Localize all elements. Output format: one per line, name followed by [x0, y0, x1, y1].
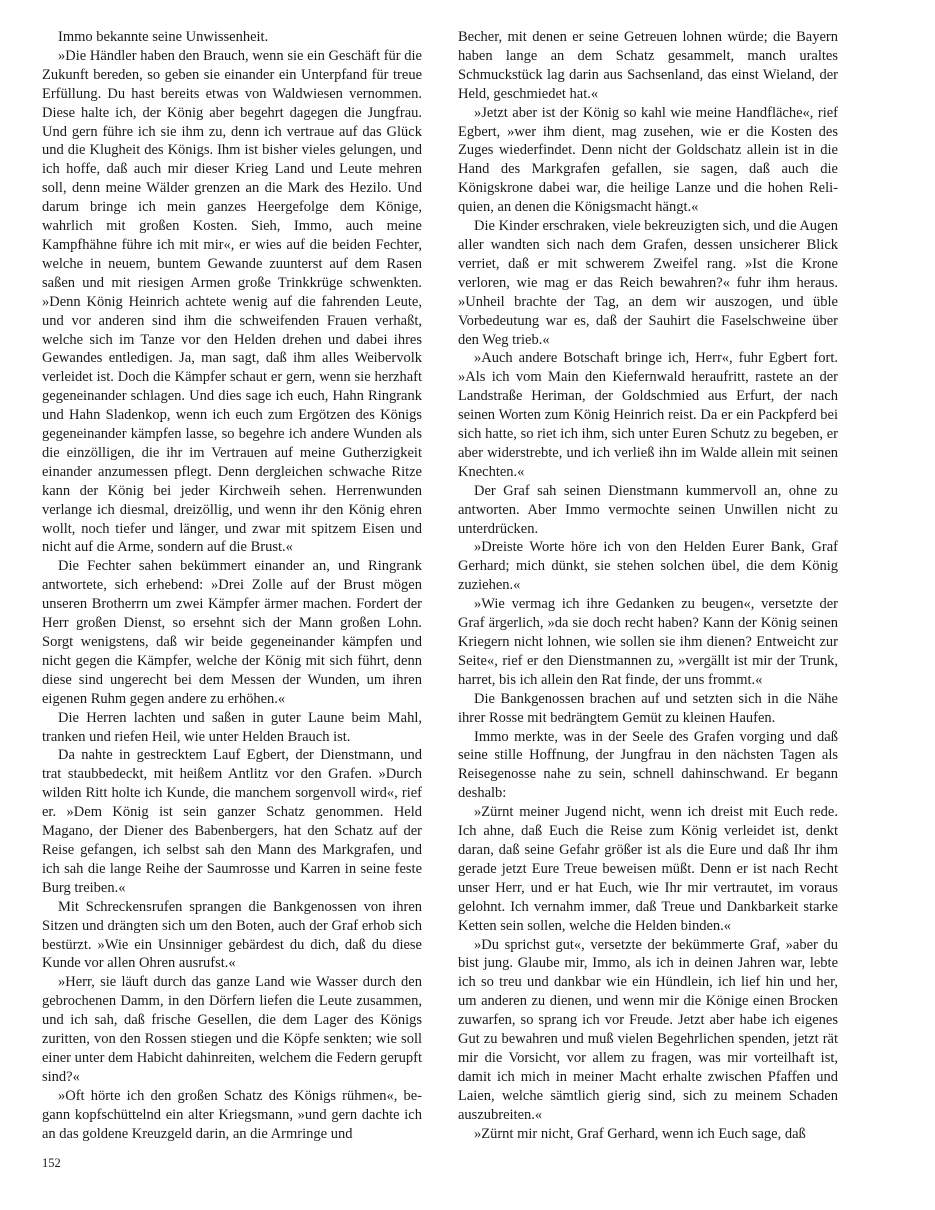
- paragraph: »Du sprichst gut«, versetzte der bekümmerte Graf, »aber du bist jung. Glaube mir, Immo, als ich in deinen Jahren war, lebte ich so treu und dankbar wie ein Hündlein, ich lief hin und her, um anderen zu dienen, und wenn mir die Könige einen Brocken zuwarfen, so sprang ich vor Freude. Jetzt aber habe ich eigenes Gut zu bewahren und muß vielen Begehrlichen spenden, jetzt rät mir die Vorsicht, vor allem zu fragen, was mir vorteilhaft ist, damit ich mich in meiner Macht erhalte zwischen Pfaffen und Laien, welche sämtlich gierig sind, sich zu meinem Schaden auszubreiten.«: [458, 936, 838, 1123]
- paragraph: Immo bekannte seine Unwissenheit.: [58, 29, 269, 45]
- paragraph: »Zürnt meiner Jugend nicht, wenn ich dreist mit Euch rede. Ich ahne, daß Euch die Reise zum König verleidet ist, denkt daran, daß seine Gefahr größer ist als die Eure und daß Ihr ihm gerade jetzt Eure Treue beweisen müßt. Denn er ist nach Recht unser Herr, und er hat Euch, wie Ihr mir vertrautet, im voraus gelohnt. Ich vernahm immer, daß Treue und Dankbarkeit starke Ketten sein sollen, welche die Helden binden.«: [458, 804, 838, 934]
- paragraph: Die Kinder erschraken, viele bekreuzigten sich, und die Augen aller wandten sich nach dem Grafen, dessen unsicherer Blick verriet, daß er mit schwerem Zweifel rang. »Ist die Krone verloren, wie mag er das Reich bewahren?« fuhr ihm heraus. »Unheil brachte der Tag, an dem wir auszogen, und üble Vorbedeutung war es, daß der Sauhirt die Faselschweine über den Weg trieb.«: [458, 218, 838, 348]
- page-number: 152: [42, 1156, 61, 1170]
- paragraph: »Oft hörte ich den großen Schatz des Königs rühmen«, begann kopfschüttelnd ein alter Kriegsmann, »und gern dachte ich an das goldene Kreuzgeld darin, an die Armringe und: [42, 1087, 422, 1142]
- paragraph: Immo merkte, was in der Seele des Grafen vorging und daß seine stille Hoffnung, der Jungfrau in den nächsten Tagen als Reisegenosse nahe zu sein, schnell dahinschwand. Er begann deshalb:: [458, 728, 838, 802]
- paragraph: Mit Schreckensrufen sprangen die Bankgenossen von ihren Sitzen und drängten sich um den Boten, auch der Graf erhob sich bestürzt. »Wie ein Unsinniger gebärdest du dich, daß du diese Kunde vor allen Ohren ausrufst.«: [42, 898, 422, 972]
- paragraph: »Wie vermag ich ihre Gedanken zu beugen«, versetzte der Graf ärgerlich, »da sie doch recht haben? Kann der König seinen Kriegern nicht lohnen, wie sollen sie ihm dienen? Entweicht zur Seite«, rief er den Dienstmannen zu, »vergällt ist mir der Trunk, harret, bis ich allein den Rat finde, der uns frommt.«: [458, 596, 838, 688]
- paragraph: Der Graf sah seinen Dienstmann kummervoll an, ohne zu antworten. Aber Immo vermochte seinen Unwillen nicht zu unterdrücken.: [458, 482, 838, 537]
- paragraph: Da nahte in gestrecktem Lauf Egbert, der Dienstmann, und trat staubbedeckt, mit heißem Antlitz vor den Grafen. »Durch wilden Ritt holte ich Kunde, die manchem sorgenvoll wird«, rief er. »Dem König ist sein ganzer Schatz genommen. Held Magano, der Diener des Babenbergers, hat den Schatz auf der Reise gefangen, ich selbst sah den Mann des Markgrafen, und ich sah die lange Reihe der Saumrosse und Karren in seine feste Burg treiben.«: [42, 747, 422, 896]
- paragraph: Die Herren lachten und saßen in guter Laune beim Mahl, tranken und riefen Heil, wie unter Helden Brauch ist.: [42, 709, 422, 745]
- paragraph: Die Bankgenossen brachen auf und setzten sich in die Nähe ihrer Rosse mit bedrängtem Gemüt zu kleinen Haufen.: [458, 690, 838, 726]
- paragraph: »Dreiste Worte höre ich von den Helden Eurer Bank, Graf Gerhard; mich dünkt, sie stehen solchen übel, die dem König zuziehen.«: [458, 539, 838, 594]
- paragraph: »Herr, sie läuft durch das ganze Land wie Wasser durch den gebrochenen Damm, in den Dörfern liefen die Leute zusammen, und ich sah, daß frische Gesellen, die dem Lager des Königs zuritten, von den Rossen stiegen und die Köpfe senkten; wie soll einer unter dem Habicht dahinreiten, welchem die Federn gerupft sind?«: [42, 974, 422, 1085]
- right-text-column: [458, 28, 838, 1143]
- paragraph: »Die Händler haben den Brauch, wenn sie ein Geschäft für die Zukunft bereden, so geben sie einander ein Unterpfand für treue Erfüllung. Du hast bereits etwas von Waldwiesen vernommen. Diese halte ich, der König aber begehrt dagegen die Jungfrau. Und gern führe ich sie ihm zu, denn ich vertraue auf das Glück und die Klugheit des Königs. Ihm ist bisher vieles gelungen, und ich hoffe, daß auch mir dieser Krieg Land und Leute mehren soll, denn meine Wälder grenzen an die Mark des Hezilo. Und darum bringe ich mein ganzes Heergefolge dem Könige, wahrlich mit großen Kosten. Sieh, Immo, auch meine Kampfhähne führe ich mit mir«, er wies auf die beiden Fechter, welche in neuem, buntem Gewande zuunterst auf dem Rasen saßen und mit riesigen Armen große Trinkkrüge schwenkten. »Denn König Heinrich achtete wenig auf die fahrenden Leute, und vor anderen sind ihm die schweifenden Frauen verhaßt, welche sich im Tanze vor den Helden drehen und dabei ihres Gewandes entledigen. Ja, man sagt, daß ihm alles Weibervolk verleidet ist. Doch die Kämpfer schaut er gern, wenn sie herzhaft gegeneinander schlagen. Und dies sage ich euch, Hahn Ringrank und Hahn Sladenkop, wenn ich euch zum Ergötzen des Königs gegeneinander kämpfen lasse, so begehre ich andere Wunden als die einzölligen, die ihr im Vertrauen auf meine Gutherzigkeit einander anzumessen pflegt. Denn dergleichen schwache Ritze kann der König bei jeder Kirchweih sehen. Herrenwunden verlange ich diesmal, dreizöllig, und wenn ihr den König ehren wollt, noch tiefer und länger, und zwar mit spitzem Eisen und nicht auf die Arme, sondern auf die Brust.«: [42, 47, 422, 556]
- paragraph: »Zürnt mir nicht, Graf Gerhard, wenn ich Euch sage, daß: [474, 1125, 806, 1142]
- paragraph: Die Fechter sahen bekümmert einander an, und Ringrank antwortete, sich erhebend: »Drei Zolle auf der Brust mögen unseren Brotherrn um zwei Kämpfer ärmer machen. Fordert der Herr großen Dienst, so ersehnt sich der Mann großen Lohn. Sorgt wenigstens, daß wir beide gegeneinander kämpfen und nicht gegen die Kämpfer, welche der König mit sich führt, denn diese sind ungerecht bei dem Messen der Wunden, um ihren eigenen Ruhm gegen andere zu erhöhen.«: [42, 558, 422, 707]
- paragraph: Becher, mit denen er seine Getreuen lohnen würde; die Bayern haben lange an dem Schatz gesammelt, manch uraltes Schmuckstück lag darin aus Sachsenland, das einst Wieland, der Held, geschmiedet hat.«: [458, 29, 838, 102]
- left-text-column: [42, 28, 422, 1143]
- paragraph: »Jetzt aber ist der König so kahl wie meine Handfläche«, rief Egbert, »wer ihm dient, mag zusehen, wie er die Kosten des Zuges wiederfindet. Denn nicht der Goldschatz allein ist in die Hand des Markgrafen gefallen, sie sagen, daß auch die Königskrone dabei war, die heilige Lanze und die hohen Reliquien, an denen die Königsmacht hängt.«: [458, 104, 838, 216]
- paragraph: »Auch andere Botschaft bringe ich, Herr«, fuhr Egbert fort. »Als ich vom Main den Kiefernwald heraufritt, rastete an der Landstraße Heriman, der Goldschmied aus Erfurt, der nach seinen Worten zum König Heinrich reist. Da er ein Packpferd bei sich hatte, so riet ich ihm, sich unter Euren Schutz zu begeben, er aber widerstrebte, und ich verließ ihn im Walde allein mit seinen Knechten.«: [458, 350, 838, 480]
